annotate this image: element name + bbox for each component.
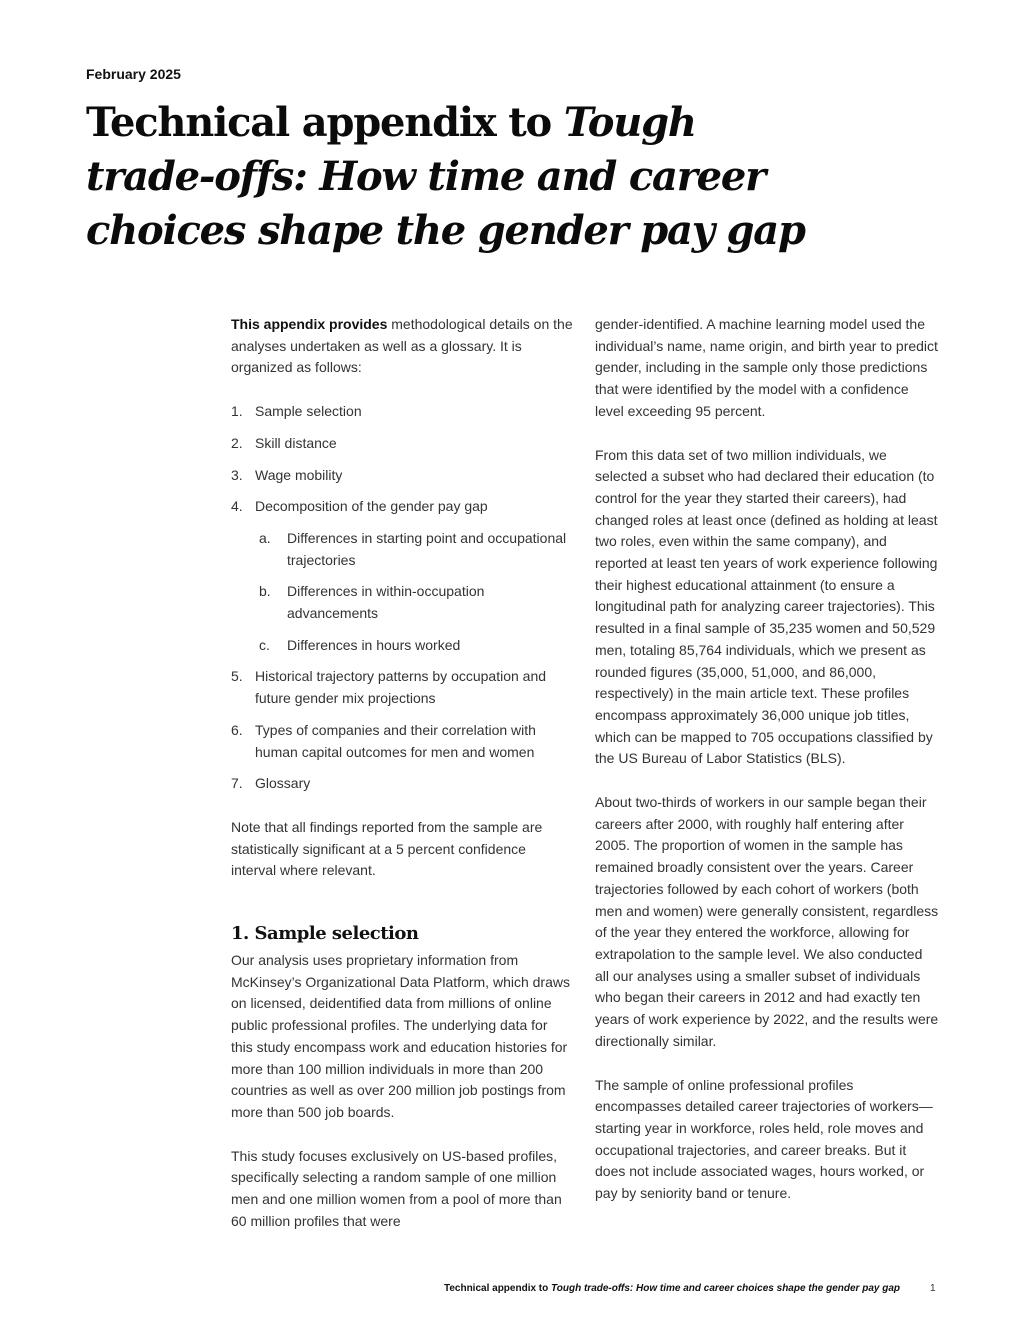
list-label: Decomposition of the gender pay gap [255,498,488,515]
list-label: Glossary [255,775,311,792]
sub-list-letter: c. [259,636,270,653]
list-item [231,465,573,487]
footer-italic: Tough trade-offs: How time and career choices shape the gender pay gap [551,1283,900,1294]
sub-list-item [231,635,573,657]
footer-prefix: Technical appendix to [443,1283,552,1294]
list-number: 1. [231,403,243,420]
sample-selection-paragraph-1: Our analysis uses proprietary information from McKinsey’s Organizational Data Platform, which draws on licensed, deidentified data from millions of online public professional profiles. The underlying data for this study encompass work and education histories for more than 100 million individuals in more than 200 countries as well as over 200 million job postings from more than 500 job boards. [231,952,570,1120]
sub-list-letter: a. [259,529,271,546]
right-column [595,314,940,1205]
right-paragraph-1: gender-identified. A machine learning model used the individual’s name, name origin, and birth year to predict gender, including in the sample only those predictions that were identified by the model with a confidence level exceeding 95 percent. [595,316,938,419]
list-item [231,433,573,455]
list-label: Historical trajectory patterns by occupation and future gender mix projections [255,668,547,707]
right-paragraph-3: About two-thirds of workers in our sample began their careers after 2000, with roughly half entering after 2005. The proportion of women in the sample has remained broadly consistent over the years. Career trajectories followed by each cohort of workers (both men and women) were generally consistent, regardless of the year they entered the workforce, allowing for extrapolation to the sample level. We also conducted all our analyses using a smaller subset of individuals who began their careers in 2012 and had exactly ten years of work experience by 2022, and the results were directionally similar. [595,794,939,1049]
sub-list-label: Differences in hours worked [287,636,461,653]
title-prefix: Technical appendix to [86,99,564,146]
sub-list-item [231,581,573,624]
list-number: 2. [231,434,243,451]
list-item [231,773,573,795]
contents-list [231,401,573,795]
list-item [231,496,573,518]
list-item [231,666,573,709]
section-heading: 1. Sample selection [231,923,419,945]
list-number: 5. [231,668,243,685]
list-number: 4. [231,498,243,515]
title-italic: Tough trade-offs: How time and career choices shape the gender pay gap [86,99,805,254]
sub-list-letter: b. [259,583,271,600]
list-label: Wage mobility [255,466,343,483]
page-footer [444,1283,900,1294]
intro-text: methodological details on the analyses undertaken as well as a glossary. It is organized as follows: [231,316,573,376]
list-number: 6. [231,721,243,738]
list-number: 7. [231,775,243,792]
document-title [86,96,806,258]
sample-selection-paragraph-2: This study focuses exclusively on US-based profiles, specifically selecting a random sample of one million men and one million women from a pool of more than 60 million profiles that were [231,1147,562,1229]
page-number: 1 [930,1283,936,1294]
list-item [231,401,573,423]
right-paragraph-4: The sample of online professional profiles encompasses detailed career trajectories of workers—starting year in workforce, roles held, role moves and occupational trajectories, and career breaks. But it does not include associated wages, hours worked, or pay by seniority band or tenure. [595,1076,933,1202]
list-label: Skill distance [255,434,337,451]
list-number: 3. [231,466,243,483]
list-label: Sample selection [255,403,362,420]
sub-list-item [231,528,573,571]
document-date: February 2025 [86,66,181,82]
intro-paragraph [231,314,573,379]
list-label: Types of companies and their correlation with human capital outcomes for men and women [255,721,536,760]
left-column [231,314,573,1233]
sub-list-label: Differences in starting point and occupational trajectories [287,529,567,568]
note-paragraph: Note that all findings reported from the sample are statistically significant at a 5 percent confidence interval where relevant. [231,818,543,879]
sub-list-label: Differences in within-occupation advancements [287,583,485,622]
intro-lead: This appendix provides [231,316,388,332]
list-item [231,720,573,763]
right-paragraph-2: From this data set of two million individuals, we selected a subset who had declared their education (to control for the year they started their careers), had changed roles at least once (defined as holding at least two roles, even within the same company), and reported at least ten years of work experience following their highest educational attainment (to ensure a longitudinal path for analyzing career trajectories). This resulted in a final sample of 35,235 women and 50,529 men, totaling 85,764 individuals, which we present as rounded figures (35,000, 51,000, and 86,000, respectively) in the main article text. These profiles encompass approximately 36,000 unique job titles, which can be mapped to 705 occupations classified by the US Bureau of Labor Statistics (BLS). [595,446,938,767]
